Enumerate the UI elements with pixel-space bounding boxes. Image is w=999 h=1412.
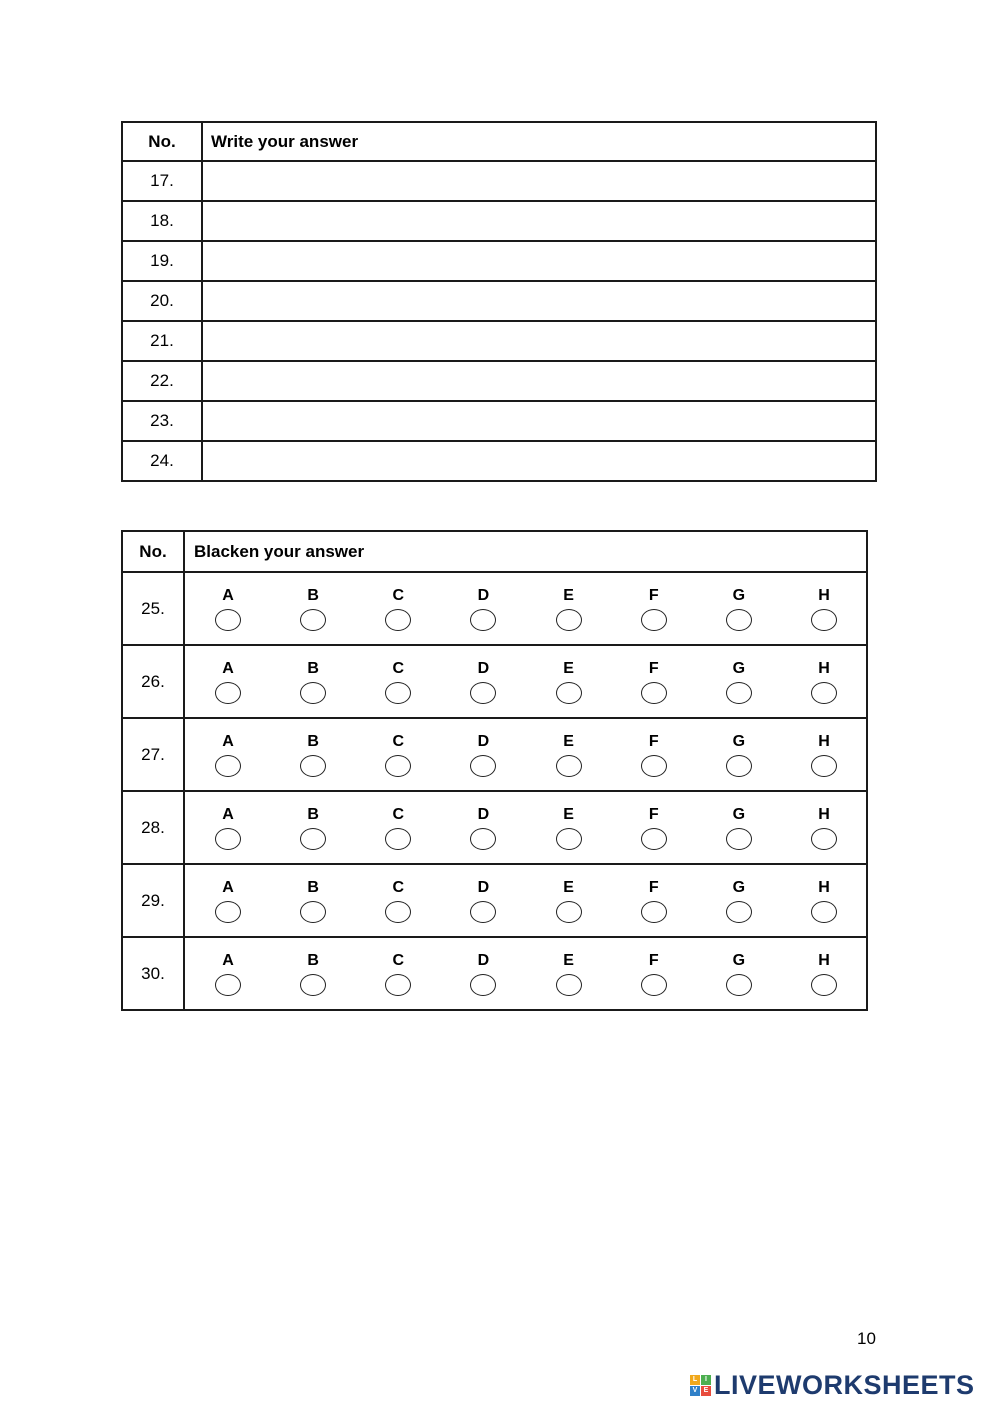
answer-bubble[interactable]	[641, 828, 667, 850]
option-h[interactable]	[809, 660, 839, 704]
options-cell	[184, 572, 867, 645]
option-label: G	[732, 878, 746, 896]
option-label: D	[477, 805, 490, 823]
answer-bubble[interactable]	[300, 901, 326, 923]
answer-bubble[interactable]	[641, 682, 667, 704]
answer-bubble[interactable]	[811, 609, 837, 631]
option-label: A	[222, 659, 234, 677]
option-g[interactable]	[724, 806, 754, 850]
option-f[interactable]	[639, 952, 669, 996]
answer-bubble[interactable]	[385, 901, 411, 923]
question-number: 19.	[122, 241, 202, 281]
option-c[interactable]	[383, 660, 413, 704]
table-row	[122, 791, 867, 864]
answer-bubble[interactable]	[470, 609, 496, 631]
answer-bubble[interactable]	[300, 828, 326, 850]
answer-field[interactable]	[202, 161, 876, 201]
option-label: B	[307, 878, 319, 896]
answer-bubble[interactable]	[726, 755, 752, 777]
option-label: H	[818, 659, 830, 677]
answer-bubble[interactable]	[300, 609, 326, 631]
question-number: 25.	[122, 572, 184, 645]
option-label: E	[563, 805, 574, 823]
answer-bubble[interactable]	[556, 755, 582, 777]
answer-bubble[interactable]	[300, 974, 326, 996]
header-write-answer: Write your answer	[202, 122, 876, 161]
answer-field[interactable]	[202, 441, 876, 481]
options-cell	[184, 718, 867, 791]
answer-bubble[interactable]	[215, 828, 241, 850]
answer-bubble[interactable]	[215, 901, 241, 923]
option-e[interactable]	[554, 879, 584, 923]
table-header-row	[122, 531, 867, 572]
table-row	[122, 361, 876, 401]
answer-bubble[interactable]	[385, 828, 411, 850]
answer-bubble[interactable]	[556, 609, 582, 631]
option-g[interactable]	[724, 952, 754, 996]
option-e[interactable]	[554, 733, 584, 777]
brand-text: LIVEWORKSHEETS	[714, 1370, 975, 1400]
answer-field[interactable]	[202, 321, 876, 361]
table-row	[122, 281, 876, 321]
answer-bubble[interactable]	[641, 974, 667, 996]
option-group	[185, 660, 866, 704]
option-label: D	[477, 732, 490, 750]
option-a[interactable]	[213, 660, 243, 704]
logo-square: E	[701, 1386, 711, 1396]
answer-bubble[interactable]	[641, 755, 667, 777]
option-h[interactable]	[809, 587, 839, 631]
option-c[interactable]	[383, 733, 413, 777]
answer-field[interactable]	[202, 201, 876, 241]
option-label: H	[818, 732, 830, 750]
answer-bubble[interactable]	[215, 609, 241, 631]
table-row	[122, 241, 876, 281]
option-label: H	[818, 951, 830, 969]
option-d[interactable]	[468, 879, 498, 923]
option-label: H	[818, 878, 830, 896]
option-label: F	[648, 586, 659, 604]
question-number: 24.	[122, 441, 202, 481]
option-g[interactable]	[724, 733, 754, 777]
option-label: E	[563, 586, 574, 604]
answer-bubble[interactable]	[385, 682, 411, 704]
option-label: E	[563, 659, 574, 677]
option-label: A	[222, 586, 234, 604]
question-number: 20.	[122, 281, 202, 321]
table-row	[122, 937, 867, 1010]
answer-bubble[interactable]	[726, 682, 752, 704]
header-blacken-answer: Blacken your answer	[184, 531, 867, 572]
option-d[interactable]	[468, 952, 498, 996]
answer-bubble[interactable]	[641, 609, 667, 631]
question-number: 28.	[122, 791, 184, 864]
options-cell	[184, 864, 867, 937]
option-label: G	[732, 732, 746, 750]
question-number: 30.	[122, 937, 184, 1010]
answer-bubble[interactable]	[215, 755, 241, 777]
option-label: G	[732, 805, 746, 823]
option-b[interactable]	[298, 660, 328, 704]
option-h[interactable]	[809, 952, 839, 996]
option-g[interactable]	[724, 879, 754, 923]
option-h[interactable]	[809, 733, 839, 777]
options-cell	[184, 937, 867, 1010]
option-group	[185, 952, 866, 996]
header-no: No.	[122, 122, 202, 161]
option-label: D	[477, 586, 490, 604]
write-answer-table	[121, 121, 877, 482]
answer-bubble[interactable]	[726, 901, 752, 923]
answer-bubble[interactable]	[385, 609, 411, 631]
option-label: G	[732, 586, 746, 604]
answer-bubble[interactable]	[300, 682, 326, 704]
options-cell	[184, 645, 867, 718]
answer-bubble[interactable]	[215, 974, 241, 996]
option-d[interactable]	[468, 587, 498, 631]
option-label: B	[307, 951, 319, 969]
page-number: 10	[857, 1329, 876, 1348]
answer-bubble[interactable]	[811, 901, 837, 923]
logo-square: I	[701, 1375, 711, 1385]
option-group	[185, 879, 866, 923]
answer-bubble[interactable]	[726, 828, 752, 850]
option-f[interactable]	[639, 879, 669, 923]
table-row	[122, 572, 867, 645]
option-e[interactable]	[554, 806, 584, 850]
logo-squares-icon	[690, 1375, 711, 1396]
option-label: C	[392, 586, 405, 604]
table-row	[122, 161, 876, 201]
option-a[interactable]	[213, 587, 243, 631]
option-label: B	[307, 805, 319, 823]
table-row	[122, 321, 876, 361]
answer-bubble[interactable]	[556, 682, 582, 704]
option-label: D	[477, 659, 490, 677]
option-f[interactable]	[639, 806, 669, 850]
table-row	[122, 718, 867, 791]
option-f[interactable]	[639, 587, 669, 631]
option-label: F	[648, 732, 659, 750]
question-number: 29.	[122, 864, 184, 937]
option-label: C	[392, 732, 405, 750]
option-c[interactable]	[383, 806, 413, 850]
answer-field[interactable]	[202, 401, 876, 441]
option-label: A	[222, 878, 234, 896]
option-label: E	[563, 951, 574, 969]
table-header-row	[122, 122, 876, 161]
question-number: 27.	[122, 718, 184, 791]
answer-bubble[interactable]	[215, 682, 241, 704]
option-label: A	[222, 805, 234, 823]
option-b[interactable]	[298, 587, 328, 631]
answer-bubble[interactable]	[556, 828, 582, 850]
option-label: A	[222, 732, 234, 750]
table-row	[122, 401, 876, 441]
logo-square: L	[690, 1375, 700, 1385]
option-f[interactable]	[639, 660, 669, 704]
question-number: 18.	[122, 201, 202, 241]
option-label: H	[818, 805, 830, 823]
answer-bubble[interactable]	[556, 901, 582, 923]
question-number: 17.	[122, 161, 202, 201]
option-label: E	[563, 732, 574, 750]
option-h[interactable]	[809, 879, 839, 923]
option-label: B	[307, 586, 319, 604]
option-label: F	[648, 878, 659, 896]
table-row	[122, 441, 876, 481]
answer-bubble[interactable]	[811, 755, 837, 777]
option-label: C	[392, 951, 405, 969]
options-cell	[184, 791, 867, 864]
option-label: B	[307, 732, 319, 750]
option-c[interactable]	[383, 587, 413, 631]
option-label: B	[307, 659, 319, 677]
option-g[interactable]	[724, 587, 754, 631]
answer-bubble[interactable]	[470, 974, 496, 996]
answer-bubble[interactable]	[811, 828, 837, 850]
table-row	[122, 864, 867, 937]
option-label: C	[392, 659, 405, 677]
question-number: 22.	[122, 361, 202, 401]
option-label: D	[477, 878, 490, 896]
table-row	[122, 201, 876, 241]
answer-bubble[interactable]	[470, 828, 496, 850]
answer-bubble[interactable]	[726, 974, 752, 996]
question-number: 23.	[122, 401, 202, 441]
option-b[interactable]	[298, 952, 328, 996]
answer-bubble[interactable]	[556, 974, 582, 996]
option-label: F	[648, 951, 659, 969]
header-no: No.	[122, 531, 184, 572]
answer-bubble[interactable]	[726, 609, 752, 631]
option-label: F	[648, 659, 659, 677]
option-e[interactable]	[554, 660, 584, 704]
answer-bubble[interactable]	[811, 974, 837, 996]
option-group	[185, 733, 866, 777]
answer-field[interactable]	[202, 361, 876, 401]
option-h[interactable]	[809, 806, 839, 850]
option-c[interactable]	[383, 879, 413, 923]
option-d[interactable]	[468, 660, 498, 704]
option-label: C	[392, 805, 405, 823]
option-b[interactable]	[298, 733, 328, 777]
answer-bubble[interactable]	[811, 682, 837, 704]
option-label: G	[732, 659, 746, 677]
option-label: C	[392, 878, 405, 896]
answer-bubble[interactable]	[470, 682, 496, 704]
option-group	[185, 806, 866, 850]
question-number: 21.	[122, 321, 202, 361]
answer-bubble[interactable]	[470, 901, 496, 923]
answer-field[interactable]	[202, 241, 876, 281]
option-g[interactable]	[724, 660, 754, 704]
option-a[interactable]	[213, 733, 243, 777]
option-b[interactable]	[298, 879, 328, 923]
table-row	[122, 645, 867, 718]
answer-bubble[interactable]	[385, 974, 411, 996]
option-c[interactable]	[383, 952, 413, 996]
option-a[interactable]	[213, 952, 243, 996]
option-label: A	[222, 951, 234, 969]
option-label: E	[563, 878, 574, 896]
answer-bubble[interactable]	[385, 755, 411, 777]
option-f[interactable]	[639, 733, 669, 777]
option-d[interactable]	[468, 806, 498, 850]
answer-bubble[interactable]	[300, 755, 326, 777]
option-e[interactable]	[554, 587, 584, 631]
option-a[interactable]	[213, 806, 243, 850]
option-group	[185, 587, 866, 631]
logo-square: V	[690, 1386, 700, 1396]
option-d[interactable]	[468, 733, 498, 777]
option-label: D	[477, 951, 490, 969]
option-a[interactable]	[213, 879, 243, 923]
option-label: F	[648, 805, 659, 823]
option-label: G	[732, 951, 746, 969]
answer-bubble[interactable]	[470, 755, 496, 777]
option-b[interactable]	[298, 806, 328, 850]
question-number: 26.	[122, 645, 184, 718]
bubble-answer-table	[121, 530, 868, 1011]
option-e[interactable]	[554, 952, 584, 996]
answer-bubble[interactable]	[641, 901, 667, 923]
liveworksheets-logo	[690, 1370, 975, 1401]
option-label: H	[818, 586, 830, 604]
answer-field[interactable]	[202, 281, 876, 321]
